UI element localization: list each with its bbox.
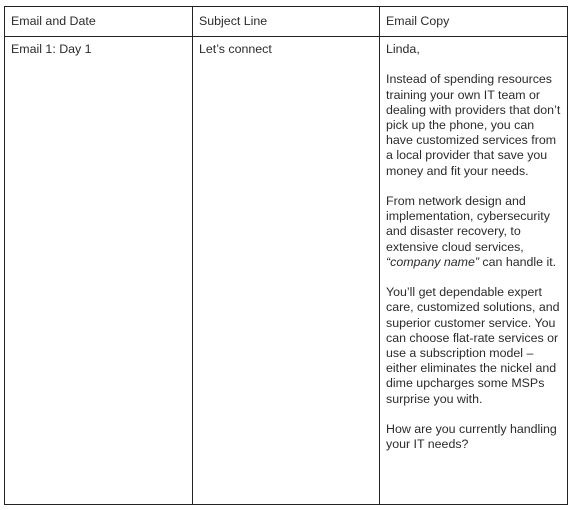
- copy-paragraph-1: Instead of spending resources training your own IT team or dealing with providers that don’t pick up the phone, you can have customized services from a local provider that save you money and fit your needs.: [386, 72, 561, 178]
- copy-paragraph-3: You’ll get dependable expert care, customized solutions, and superior customer service. You can choose flat-rate services or use a subscription model – either eliminates the nickel and dime upcharges some MSPs surprise you with.: [386, 285, 560, 406]
- table-row: [5, 37, 568, 505]
- table-header-row: [5, 7, 568, 37]
- copy-greeting: Linda,: [386, 42, 420, 56]
- cell-subject-line: Let’s connect: [193, 37, 380, 505]
- header-email-copy: Email Copy: [380, 7, 568, 37]
- header-subject-line: Subject Line: [193, 7, 380, 37]
- email-sequence-table: [4, 6, 568, 505]
- copy-paragraph-2: [386, 194, 561, 270]
- cell-email-and-date: Email 1: Day 1: [5, 37, 193, 505]
- copy-paragraph-4: How are you currently handling your IT needs?: [386, 422, 557, 452]
- company-name-placeholder: “company name”: [386, 254, 479, 269]
- cell-email-copy: [380, 37, 568, 505]
- header-email-and-date: Email and Date: [5, 7, 193, 37]
- document-table-wrapper: [4, 6, 568, 505]
- copy-paragraph-2-lead: From network design and implementation, cybersecurity and disaster recovery, to extensive cloud services,: [386, 194, 550, 254]
- copy-paragraph-2-tail: can handle it.: [478, 254, 557, 269]
